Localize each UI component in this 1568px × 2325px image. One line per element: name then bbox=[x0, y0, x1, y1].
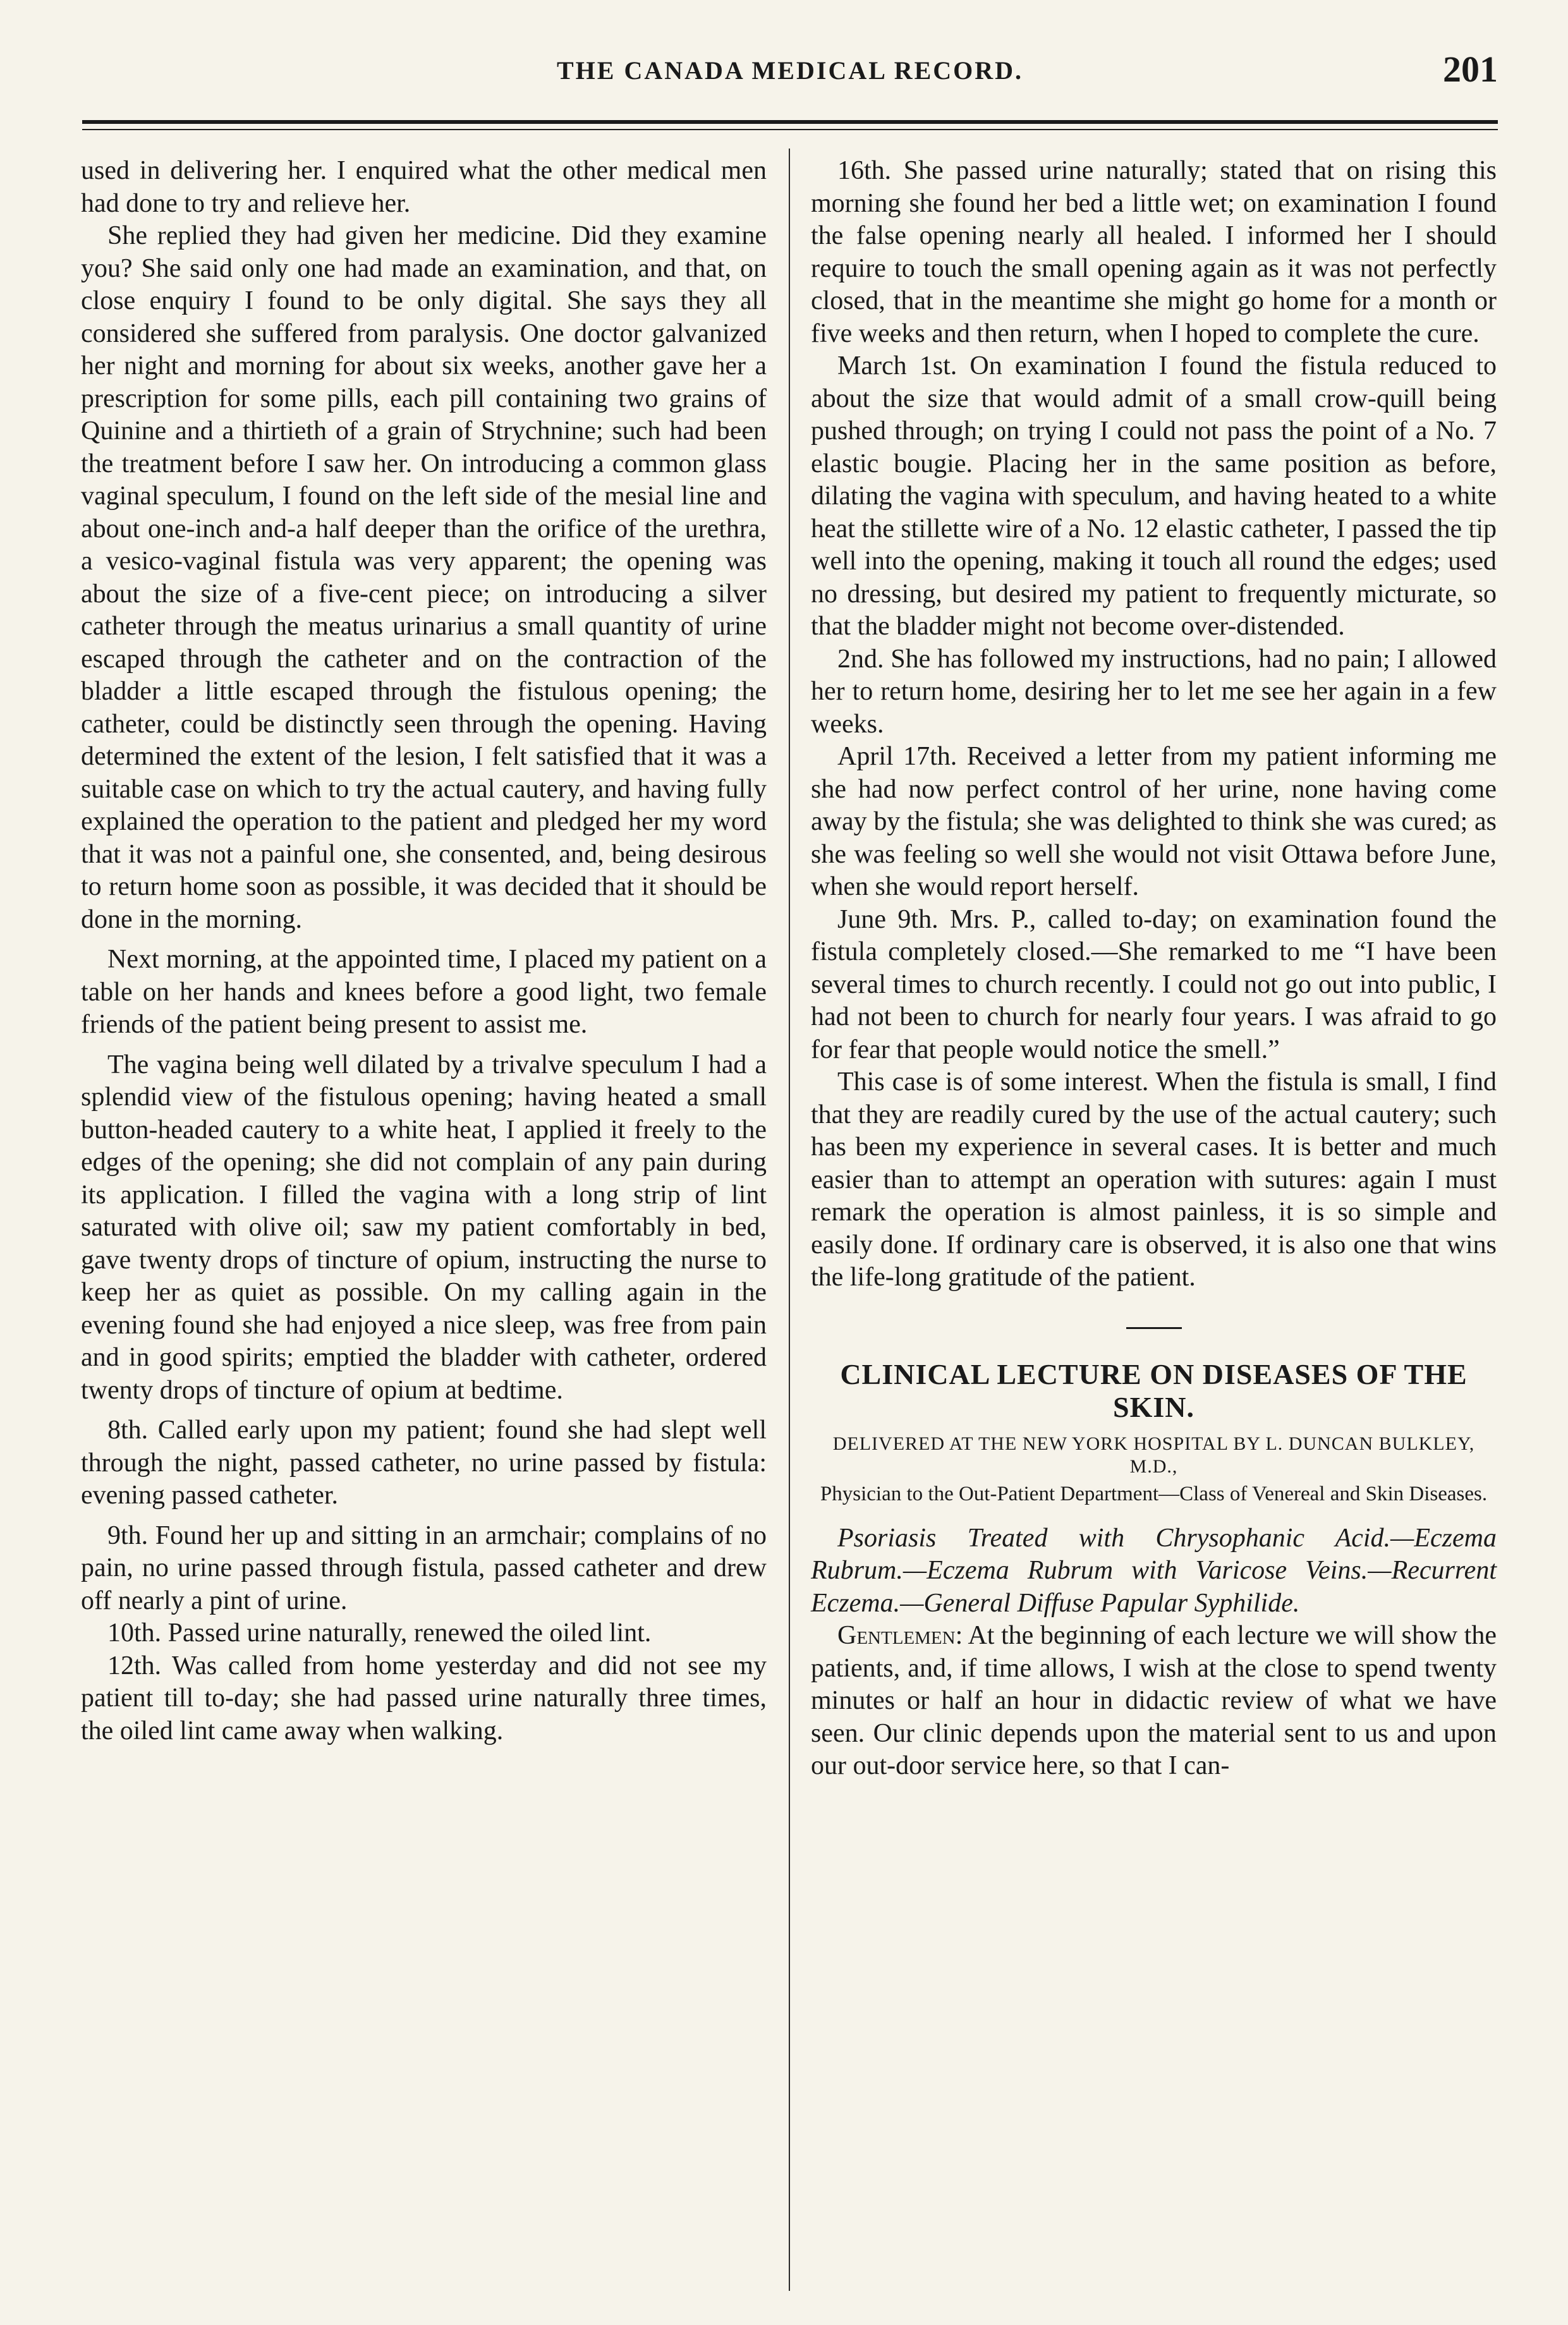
salutation: Gentlemen: bbox=[837, 1621, 963, 1650]
paragraph: April 17th. Received a letter from my patient informing me she had now perfect control of her urine, none having come away by the fistula; she was delighted to think she was cured; as she was feeling so well she would not visit Ottawa before June, when she would report herself. bbox=[811, 742, 1497, 901]
right-column bbox=[811, 155, 1497, 1783]
lecture-opening-paragraph bbox=[811, 1620, 1497, 1783]
lecture-topics: Psoriasis Treated with Chrysophanic Acid.—Eczema Rubrum.—Eczema Rubrum with Varicose Veins.—Recurrent Eczema.—General Diffuse Papular Syphilide. bbox=[811, 1523, 1497, 1618]
lecture-byline: DELIVERED AT THE NEW YORK HOSPITAL BY L. DUNCAN BULKLEY, M.D., bbox=[832, 1433, 1475, 1477]
paragraph: 8th. Called early upon my patient; found she had slept well through the night, passed catheter, no urine passed by fistula: evening passed catheter. bbox=[81, 1416, 767, 1510]
paragraph: March 1st. On examination I found the fistula reduced to about the size that would admit of a small crow-quill being pushed through; on trying I could not pass the point of a No. 7 elastic bougie. Placing her in the same position as before, dilating the vagina with speculum, and having heated to a white heat the stillette wire of a No. 12 elastic catheter, I passed the tip well into the opening, making it touch all round the edges; used no dressing, but desired my patient to frequently micturate, so that the bladder might not become over-distended. bbox=[811, 351, 1497, 641]
page-number: 201 bbox=[1443, 49, 1498, 90]
paragraph: 12th. Was called from home yesterday and did not see my patient till to-day; she had passed urine naturally three times, the oiled lint came away when walking. bbox=[81, 1651, 767, 1745]
paragraph: This case is of some interest. When the fistula is small, I find that they are readily cured by the use of the actual cautery; such has been my experience in several cases. It is better and much easier than to attempt an operation with sutures: again I must remark the operation is almost painless, it is so simple and easily done. If ordinary care is observed, it is also one that wins the life-long gratitude of the patient. bbox=[811, 1067, 1497, 1292]
header-rule-thick bbox=[82, 120, 1498, 124]
paragraph: used in delivering her. I enquired what the other medical men had done to try and relieve her. bbox=[81, 156, 767, 218]
paragraph: 10th. Passed urine naturally, renewed the oiled lint. bbox=[107, 1618, 652, 1648]
running-title: THE CANADA MEDICAL RECORD. bbox=[556, 56, 1024, 85]
paragraph: She replied they had given her medicine. Did they examine you? She said only one had made an examination, and that, on close enquiry I found to be only digital. She says they all considered she suffered from paralysis. One doctor galvanized her night and morning for about six weeks, another gave her a prescription for some pills, each pill containing two grains of Quinine and a thirtieth of a grain of Strychnine; such had been the treatment before I saw her. On introducing a common glass vaginal speculum, I found on the left side of the mesial line and about one-inch and-a half deeper than the orifice of the urethra, a vesico-vaginal fistula was very apparent; the opening was about the size of a five-cent piece; on introducing a silver catheter through the meatus urinarius a small quantity of urine escaped through the catheter and on the contraction of the bladder a little escaped through the fistulous opening; the catheter, could be distinctly seen through the opening. Having determined the extent of the lesion, I felt satisfied that it was a suitable case on which to try the actual cautery, and having fully explained the operation to the patient and pledged her my word that it was not a painful one, she consented, and, being desirous to return home soon as possible, it was decided that it should be done in the morning. bbox=[81, 221, 767, 934]
header-rule-thin bbox=[82, 129, 1498, 130]
page-header bbox=[82, 44, 1498, 107]
section-divider bbox=[1126, 1327, 1182, 1329]
opening-text: At the beginning of each lecture we will show the patients, and, if time allows, I wish at the close to spend twenty minutes or half an hour in didactic review of what we have seen. Our clinic depends upon the material sent to us and upon our out-door service here, so that I can- bbox=[811, 1621, 1497, 1780]
lecture-affiliation: Physician to the Out-Patient Department—Class of Venereal and Skin Diseases. bbox=[820, 1482, 1488, 1505]
paragraph: 9th. Found her up and sitting in an armchair; complains of no pain, no urine passed through fistula, passed catheter and drew off nearly a pint of urine. bbox=[81, 1521, 767, 1615]
paragraph: The vagina being well dilated by a trivalve speculum I had a splendid view of the fistulous opening; having heated a small button-headed cautery to a white heat, I applied it freely to the edges of the opening; she did not complain of any pain during its application. I filled the vagina with a long strip of lint saturated with olive oil; saw my patient comfortably in bed, gave twenty drops of tincture of opium, instructing the nurse to keep her as quiet as possible. On my calling again in the evening found she had enjoyed a nice sleep, was free from pain and in good spirits; emptied the bladder with catheter, ordered twenty drops of tincture of opium at bedtime. bbox=[81, 1050, 767, 1405]
paragraph: 2nd. She has followed my instructions, had no pain; I allowed her to return home, desiring her to let me see her again in a few weeks. bbox=[811, 644, 1497, 739]
paragraph: Next morning, at the appointed time, I placed my patient on a table on her hands and knees before a good light, two female friends of the patient being present to assist me. bbox=[81, 945, 767, 1039]
paragraph: June 9th. Mrs. P., called to-day; on examination found the fistula completely closed.—She remarked to me “I have been several times to church recently. I could not go out into public, I had not been to church for nearly four years. I was afraid to go for fear that people would notice the smell.” bbox=[811, 904, 1497, 1064]
left-column bbox=[81, 155, 767, 1747]
lecture-title: CLINICAL LECTURE ON DISEASES OF THE SKIN. bbox=[840, 1357, 1468, 1423]
paragraph: 16th. She passed urine naturally; stated that on rising this morning she found her bed a little wet; on examination I found the false opening nearly all healed. I informed her I should require to touch the small opening again as it was not perfectly closed, that in the meantime she might go home for a month or five weeks and then return, when I hoped to complete the cure. bbox=[811, 156, 1497, 348]
column-divider bbox=[789, 149, 790, 2291]
